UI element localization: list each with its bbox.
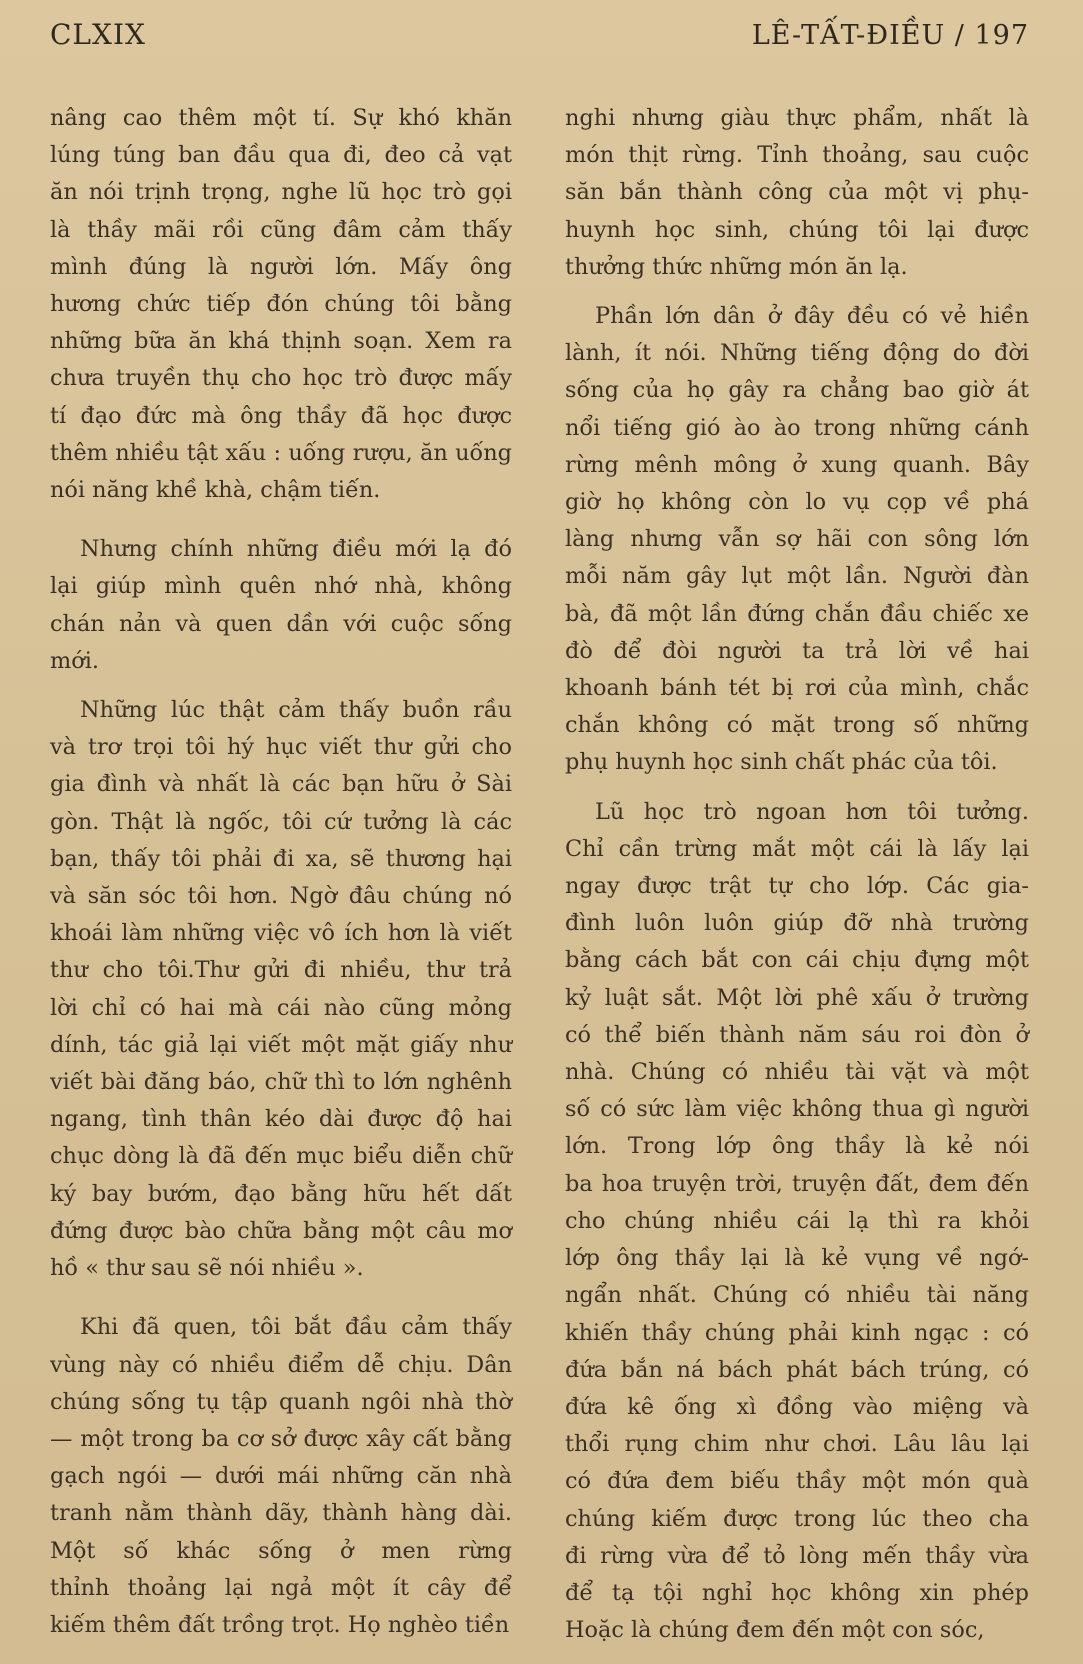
text-line: đò để đòi người ta trả lời về hai: [565, 637, 1029, 664]
text-line: có thể biến thành năm sáu roi đòn ở: [565, 1021, 1029, 1048]
text-line: tranh nằm thành dãy, thành hàng dài.: [50, 1500, 512, 1527]
text-line: để tạ tội nghỉ học không xin phép: [565, 1579, 1029, 1606]
text-line: món thịt rừng. Tỉnh thoảng, sau cuộc: [565, 142, 1029, 169]
text-line: chưa truyền thụ cho học trò được mấy: [50, 365, 512, 392]
text-line: nâng cao thêm một tí. Sự khó khăn: [50, 105, 512, 131]
text-line: ba hoa truyện trời, truyện đất, đem đến: [565, 1170, 1029, 1197]
chapter-number: CLXIX: [50, 18, 146, 51]
text-line: bằng cách bắt con cái chịu đựng một: [565, 947, 1029, 974]
text-line: chục dòng là đã đến mục biểu diễn chữ: [50, 1143, 512, 1170]
paragraph-gap: [565, 286, 1029, 298]
text-line: có đứa đem biếu thầy một món quà: [565, 1468, 1029, 1495]
text-line: lớp ông thầy lại là kẻ vụng về ngớ-: [565, 1245, 1029, 1272]
text-line: rừng mênh mông ở xung quanh. Bây: [565, 451, 1029, 478]
text-line: đi rừng vừa để tỏ lòng mến thầy vừa: [565, 1542, 1029, 1569]
text-line: những bữa ăn khá thịnh soạn. Xem ra: [50, 328, 512, 355]
text-line: sống của họ gây ra chẳng bao giờ át: [565, 377, 1029, 404]
text-line: Khi đã quen, tôi bắt đầu cảm thấy: [80, 1314, 512, 1341]
text-line: gòn. Thật là ngốc, tôi cứ tưởng là các: [50, 808, 512, 835]
text-line: gạch ngói — dưới mái những căn nhà: [50, 1463, 512, 1490]
text-line: dính, tác giả lại viết một mặt giấy như: [50, 1031, 512, 1058]
text-line: số có sức làm việc không thua gì người: [565, 1096, 1029, 1123]
text-line: khoanh bánh tét bị rơi của mình, chắc: [565, 675, 1029, 702]
text-line: ký bay bướm, đạo bằng hữu hết dất: [50, 1180, 512, 1207]
text-line: mỗi năm gây lụt một lần. Người đàn: [565, 563, 1029, 590]
text-line: Những lúc thật cảm thấy buồn rầu: [80, 697, 512, 724]
text-line: giờ họ không còn lo vụ cọp về phá: [565, 489, 1029, 516]
text-line: lớn. Trong lớp ông thầy là kẻ nói: [565, 1133, 1029, 1160]
text-columns: [50, 100, 1029, 1649]
text-line: Một số khác sống ở men rừng: [50, 1537, 512, 1564]
text-line: mình đúng là người lớn. Mấy ông: [50, 253, 512, 280]
text-line: phụ huynh học sinh chất phác của tôi.: [565, 749, 998, 776]
paragraph-gap: [50, 1287, 512, 1309]
text-line: là thầy mãi rồi cũng đâm cảm thấy: [50, 216, 512, 243]
text-line: Hoặc là chúng đem đến một con sóc,: [565, 1617, 985, 1644]
text-line: nghi nhưng giàu thực phẩm, nhất là: [565, 105, 1029, 131]
text-line: bạn, thấy tôi phải đi xa, sẽ thương hại: [50, 845, 512, 872]
text-line: hương chức tiếp đón chúng tôi bằng: [50, 291, 512, 318]
running-head-page-number: LÊ-TẤT-ĐIỀU / 197: [751, 20, 1029, 51]
text-line: và săn sóc tôi hơn. Ngờ đâu chúng nó: [50, 883, 512, 910]
text-line: hồ « thư sau sẽ nói nhiều ».: [50, 1255, 364, 1282]
text-line: vùng này có nhiều điểm dễ chịu. Dân: [50, 1351, 512, 1378]
text-line: đứa kê ống xì đồng vào miệng và: [565, 1393, 1029, 1420]
paragraph-gap: [50, 509, 512, 531]
text-line: kiếm thêm đất trồng trọt. Họ nghèo tiền: [50, 1611, 510, 1638]
text-line: chán nản và quen dần với cuộc sống: [50, 610, 512, 637]
text-line: huynh học sinh, chúng tôi lại được: [565, 216, 1029, 243]
text-line: và trơ trọi tôi hý hục viết thư gửi cho: [50, 734, 512, 761]
text-line: cho chúng nhiều cái lạ thì ra khỏi: [565, 1207, 1029, 1234]
text-line: kỷ luật sắt. Một lời phê xấu ở trường: [565, 984, 1029, 1011]
text-line: Phần lớn dân ở đây đều có vẻ hiền: [595, 303, 1029, 330]
text-line: Chỉ cần trừng mắt một cái là lấy lại: [565, 835, 1029, 862]
text-line: gia đình và nhất là các bạn hữu ở Sài: [50, 771, 512, 798]
text-line: đứng được bào chữa bằng một câu mơ: [50, 1217, 512, 1244]
text-line: đứa bắn ná bách phát bách trúng, có: [565, 1356, 1029, 1383]
text-line: bà, đã một lần đứng chắn đầu chiếc xe: [565, 600, 1029, 627]
text-line: lành, ít nói. Những tiếng động do đời: [565, 340, 1029, 367]
text-line: lại giúp mình quên nhớ nhà, không: [50, 573, 512, 600]
text-line: nói năng khề khà, chậm tiến.: [50, 477, 381, 504]
text-line: thỉnh thoảng lại ngả một ít cây để: [50, 1574, 512, 1601]
text-line: khoái làm những việc vô ích hơn là viết: [50, 920, 512, 947]
page-header: [50, 18, 1029, 70]
text-line: chắn không có mặt trong số những: [565, 712, 1029, 739]
text-line: lời chỉ có hai mà cái nào cũng mỏng: [50, 994, 512, 1021]
text-line: viết bài đăng báo, chữ thì to lớn nghênh: [50, 1069, 512, 1096]
text-line: thưởng thức những món ăn lạ.: [565, 253, 908, 280]
text-line: khiến thầy chúng phải kinh ngạc : có: [565, 1319, 1029, 1346]
text-line: ăn nói trịnh trọng, nghe lũ học trò gọi: [50, 179, 512, 206]
right-column: [565, 100, 1029, 1649]
left-column: [50, 100, 512, 1649]
text-line: thêm nhiều tật xấu : uống rượu, ăn uống: [50, 439, 512, 466]
text-line: — một trong ba cơ sở được xây cất bằng: [50, 1425, 512, 1452]
text-line: đình luôn luôn giúp đỡ nhà trường: [565, 910, 1029, 937]
text-line: săn bắn thành công của một vị phụ-: [565, 179, 1029, 206]
text-line: nhà. Chúng có nhiều tài vặt và một: [565, 1059, 1029, 1086]
text-line: chúng kiếm được trong lúc theo cha: [565, 1505, 1029, 1532]
text-line: thư cho tôi.Thư gửi đi nhiều, thư trả: [50, 957, 512, 984]
text-line: làng nhưng vẫn sợ hãi con sông lớn: [565, 526, 1029, 553]
text-line: tí đạo đức mà ông thầy đã học được: [50, 402, 512, 429]
text-line: thổi rụng chim như chơi. Lâu lâu lại: [565, 1431, 1029, 1458]
text-line: Lũ học trò ngoan hơn tôi tưởng.: [595, 798, 1029, 825]
paragraph-gap: [565, 782, 1029, 794]
text-line: chúng sống tụ tập quanh ngôi nhà thờ: [50, 1388, 512, 1415]
text-line: nổi tiếng gió ào ào trong những cánh: [565, 414, 1029, 441]
text-line: lúng túng ban đầu qua đi, đeo cả vạt: [50, 142, 512, 169]
text-line: Nhưng chính những điều mới lạ đó: [80, 536, 512, 563]
text-line: ngang, tình thân kéo dài được độ hai: [50, 1106, 512, 1133]
paragraph-gap: [50, 680, 512, 692]
text-line: ngay được trật tự cho lớp. Các gia-: [565, 873, 1029, 900]
text-line: mới.: [50, 647, 99, 674]
text-line: ngẩn nhất. Chúng có nhiều tài năng: [565, 1282, 1029, 1309]
